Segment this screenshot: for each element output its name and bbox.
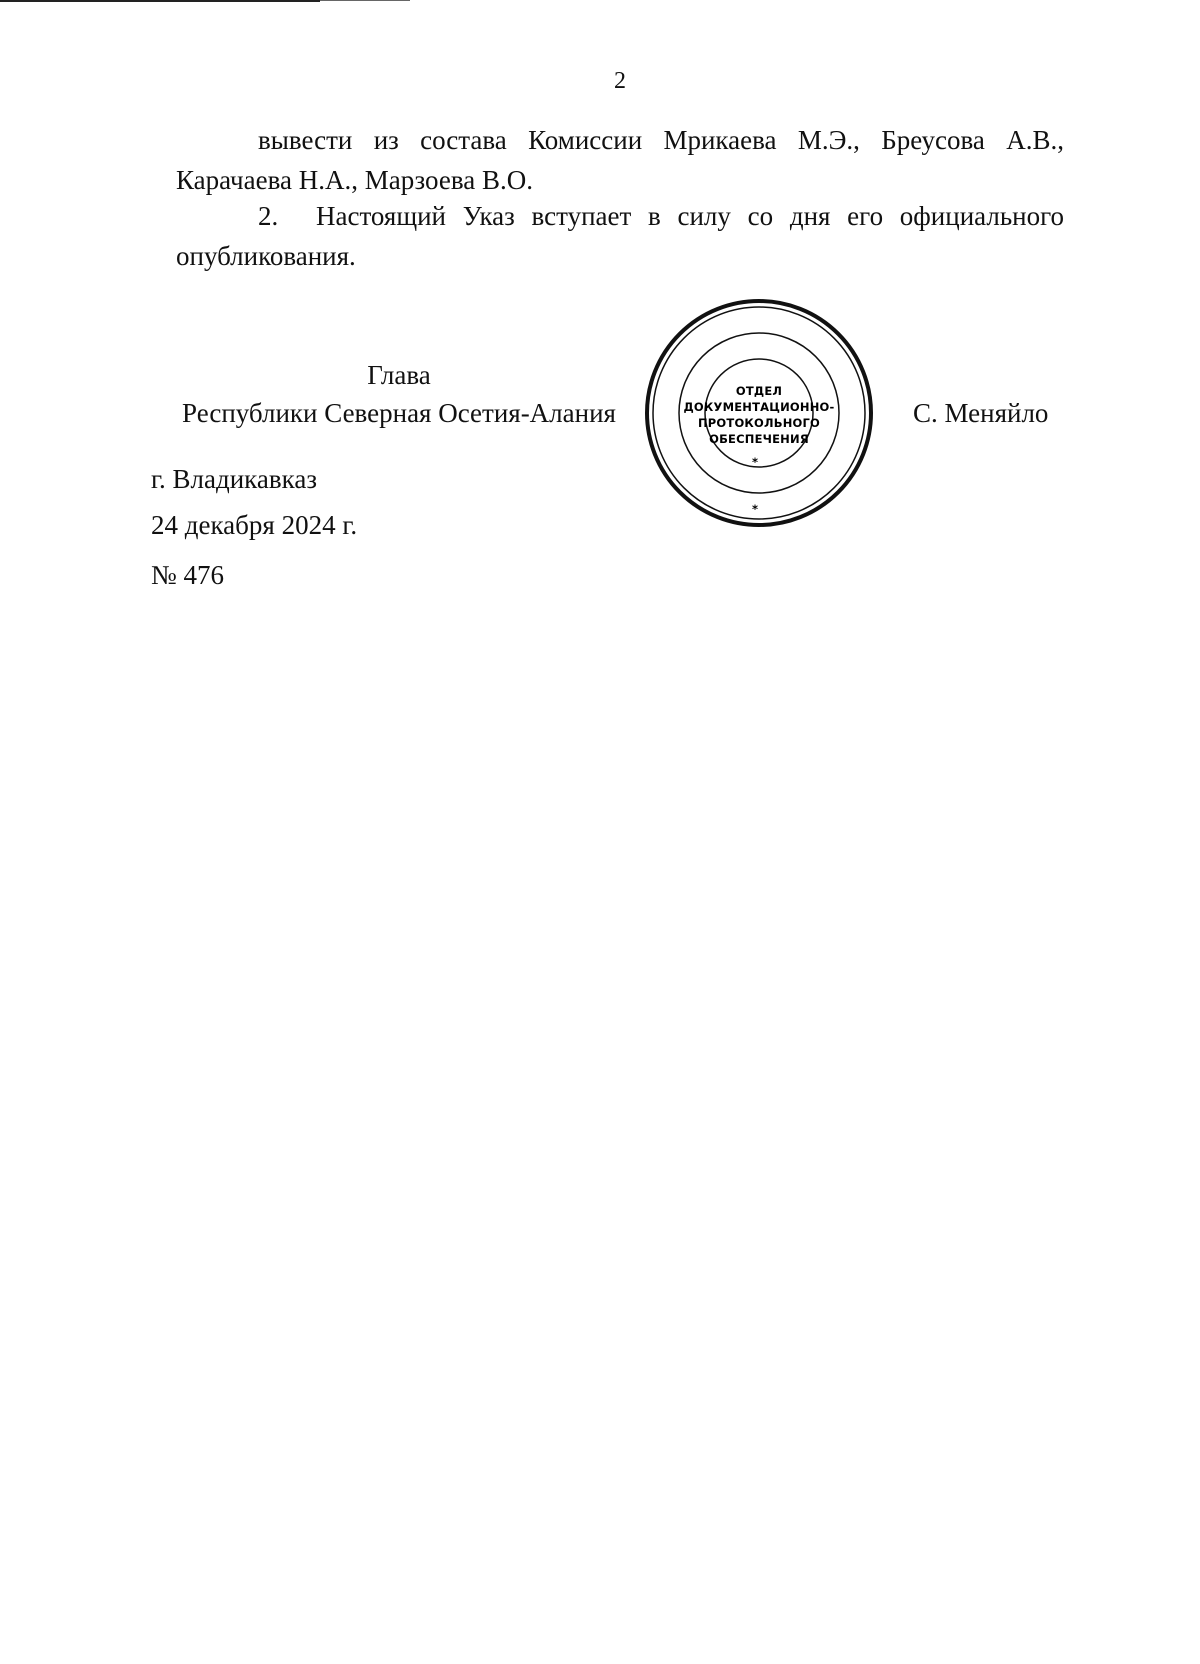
paragraph-text: Настоящий Указ вступает в силу со дня его официального опубликования.: [176, 201, 1064, 271]
scan-artifact-line: [320, 0, 410, 1]
position-title: Глава: [367, 360, 431, 390]
document-city: г. Владикавказ: [151, 464, 317, 494]
signature-position: [174, 356, 624, 432]
paragraph-effective-date: [176, 196, 1064, 276]
document-number: № 476: [151, 560, 225, 590]
item-number: 2.: [258, 201, 279, 231]
signer-name: С. Меняйло: [913, 398, 1049, 428]
stamp-star-icon: *: [752, 502, 759, 516]
stamp-star-icon: *: [752, 455, 759, 469]
seal-graphic: [640, 294, 878, 532]
official-seal-stamp: [640, 294, 878, 532]
position-region: Республики Северная Осетия-Алания: [182, 398, 616, 428]
stamp-center-line: ДОКУМЕНТАЦИОННО-: [683, 400, 835, 414]
document-date: 24 декабря 2024 г.: [151, 510, 358, 540]
paragraph-removal: [176, 120, 1064, 200]
stamp-center-line: ОБЕСПЕЧЕНИЯ: [709, 432, 809, 446]
page-number: 2: [614, 68, 626, 94]
scan-artifact-line: [0, 0, 320, 2]
paragraph-text: вывести из состава Комиссии Мрикаева М.Э., Бреусова А.В., Карачаева Н.А., Марзоева В.О.: [176, 125, 1064, 195]
stamp-center-line: ПРОТОКОЛЬНОГО: [697, 416, 821, 430]
stamp-center-line: ОТДЕЛ: [735, 384, 783, 398]
